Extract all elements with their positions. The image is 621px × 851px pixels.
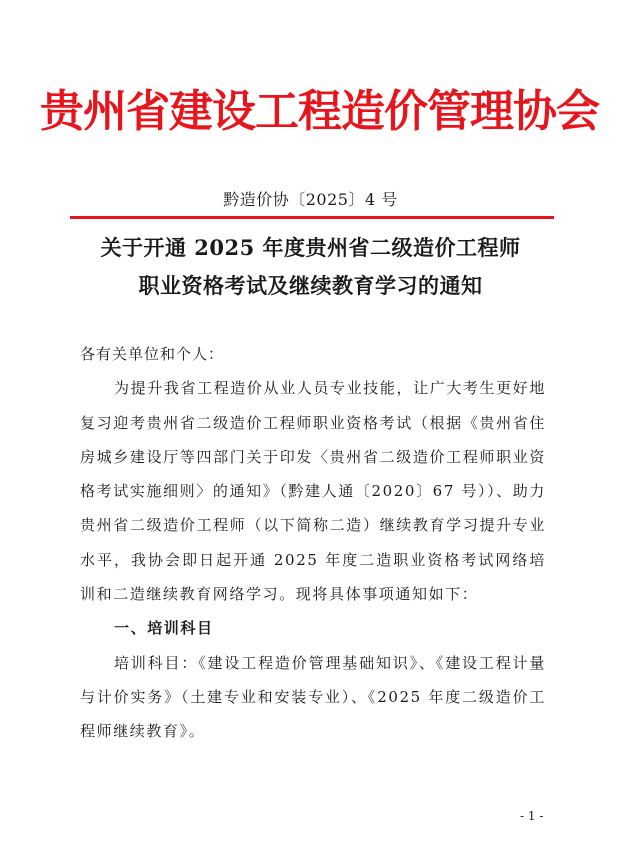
page-number: - 1 - [520, 809, 544, 823]
training-subjects-paragraph: 培训科目：《建设工程造价管理基础知识》、《建设工程计量与计价实务》（土建专业和安装专业）、《2025 年度二级造价工程师继续教育》。 [80, 653, 546, 741]
organization-title: 贵州省建设工程造价管理协会 [40, 86, 599, 137]
intro-paragraph: 为提升我省工程造价从业人员专业技能，让广大考生更好地复习迎考贵州省二级造价工程师职业资格考试（根据《贵州省住房城乡建设厅等四部门关于印发〈贵州省二级造价工程师职业资格考试实施细则〉的通知》（黔建人通〔2020〕67 号））、助力贵州省二级造价工程师（以下简称二造）继续教育学习提升专业水平，我协会即日起开通 2025 年度二造职业资格考试网络培训和二造继续教育网络学习。现将具体事项通知如下： [80, 379, 546, 604]
notice-title [30, 229, 591, 305]
salutation: 各有关单位和个人： [80, 345, 225, 363]
notice-title-line-1: 关于开通 2025 年度贵州省二级造价工程师 [100, 235, 521, 260]
notice-body [80, 337, 546, 749]
red-divider-line [70, 216, 554, 219]
document-number: 黔造价协〔2025〕4 号 [223, 190, 398, 209]
section-heading-training-subjects: 一、培训科目 [114, 619, 214, 638]
notice-title-line-2: 职业资格考试及继续教育学习的通知 [138, 273, 483, 298]
